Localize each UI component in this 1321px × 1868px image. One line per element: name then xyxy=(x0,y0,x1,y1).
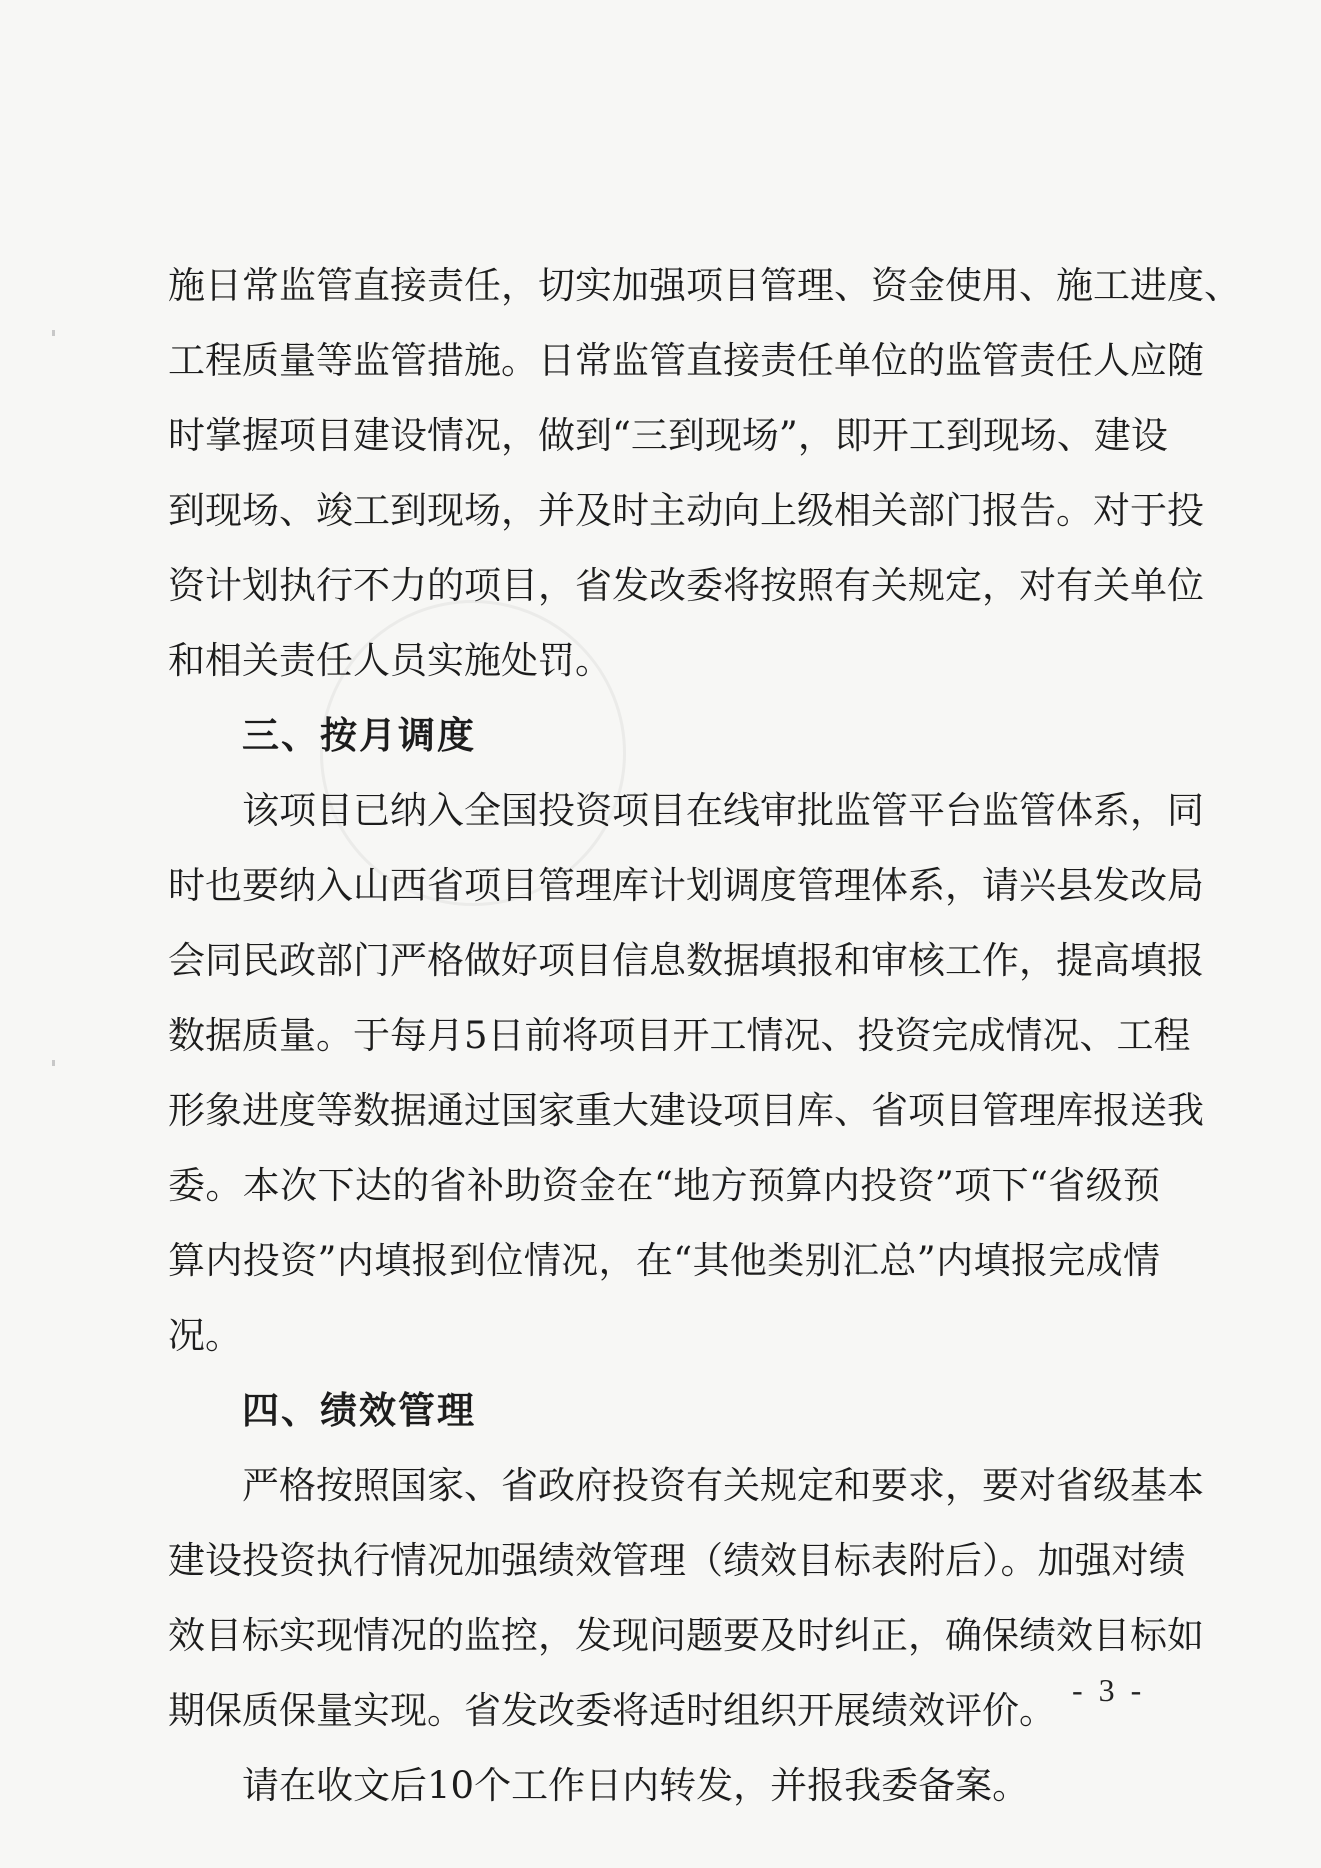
text-line: 算内投资”内填报到位情况，在“其他类别汇总”内填报完成情 xyxy=(168,1239,1160,1282)
text-line: 形象进度等数据通过国家重大建设项目库、省项目管理库报送我 xyxy=(168,1089,1204,1132)
text-line: 建设投资执行情况加强绩效管理（绩效目标表附后）。加强对绩 xyxy=(168,1539,1186,1582)
text-line: 严格按照国家、省政府投资有关规定和要求，要对省级基本 xyxy=(242,1464,1204,1507)
page-number: - 3 - xyxy=(1072,1672,1146,1708)
text-line: 到现场、竣工到现场，并及时主动向上级相关部门报告。对于投 xyxy=(168,489,1204,532)
text-line: 期保质保量实现。省发改委将适时组织开展绩效评价。 xyxy=(168,1689,1056,1732)
text-line: 会同民政部门严格做好项目信息数据填报和审核工作，提高填报 xyxy=(168,939,1204,982)
paragraph xyxy=(168,248,1241,698)
text-line: 工程质量等监管措施。日常监管直接责任单位的监管责任人应随 xyxy=(168,339,1204,382)
text-line: 况。 xyxy=(168,1314,242,1357)
section-heading-monthly-dispatch: 三、按月调度 xyxy=(242,714,476,757)
text-line: 效目标实现情况的监控，发现问题要及时纠正，确保绩效目标如 xyxy=(168,1614,1204,1657)
closing-instruction: 请在收文后10个工作日内转发，并报我委备案。 xyxy=(242,1764,1030,1807)
margin-dot xyxy=(52,330,55,336)
text-line: 和相关责任人员实施处罚。 xyxy=(168,639,612,682)
document-body xyxy=(168,248,1241,1823)
section-heading-performance-management: 四、绩效管理 xyxy=(242,1389,476,1432)
text-line: 施日常监管直接责任，切实加强项目管理、资金使用、施工进度、 xyxy=(168,264,1241,307)
margin-dot xyxy=(52,1060,55,1066)
text-line: 该项目已纳入全国投资项目在线审批监管平台监管体系，同 xyxy=(242,789,1204,832)
text-line: 资计划执行不力的项目，省发改委将按照有关规定，对有关单位 xyxy=(168,564,1204,607)
paragraph xyxy=(168,1448,1204,1748)
text-line: 时也要纳入山西省项目管理库计划调度管理体系，请兴县发改局 xyxy=(168,864,1204,907)
text-line: 时掌握项目建设情况，做到“三到现场”，即开工到现场、建设 xyxy=(168,414,1168,457)
text-line: 委。本次下达的省补助资金在“地方预算内投资”项下“省级预 xyxy=(168,1164,1160,1207)
text-line: 数据质量。于每月5日前将项目开工情况、投资完成情况、工程 xyxy=(168,1014,1191,1057)
paragraph xyxy=(168,773,1204,1373)
